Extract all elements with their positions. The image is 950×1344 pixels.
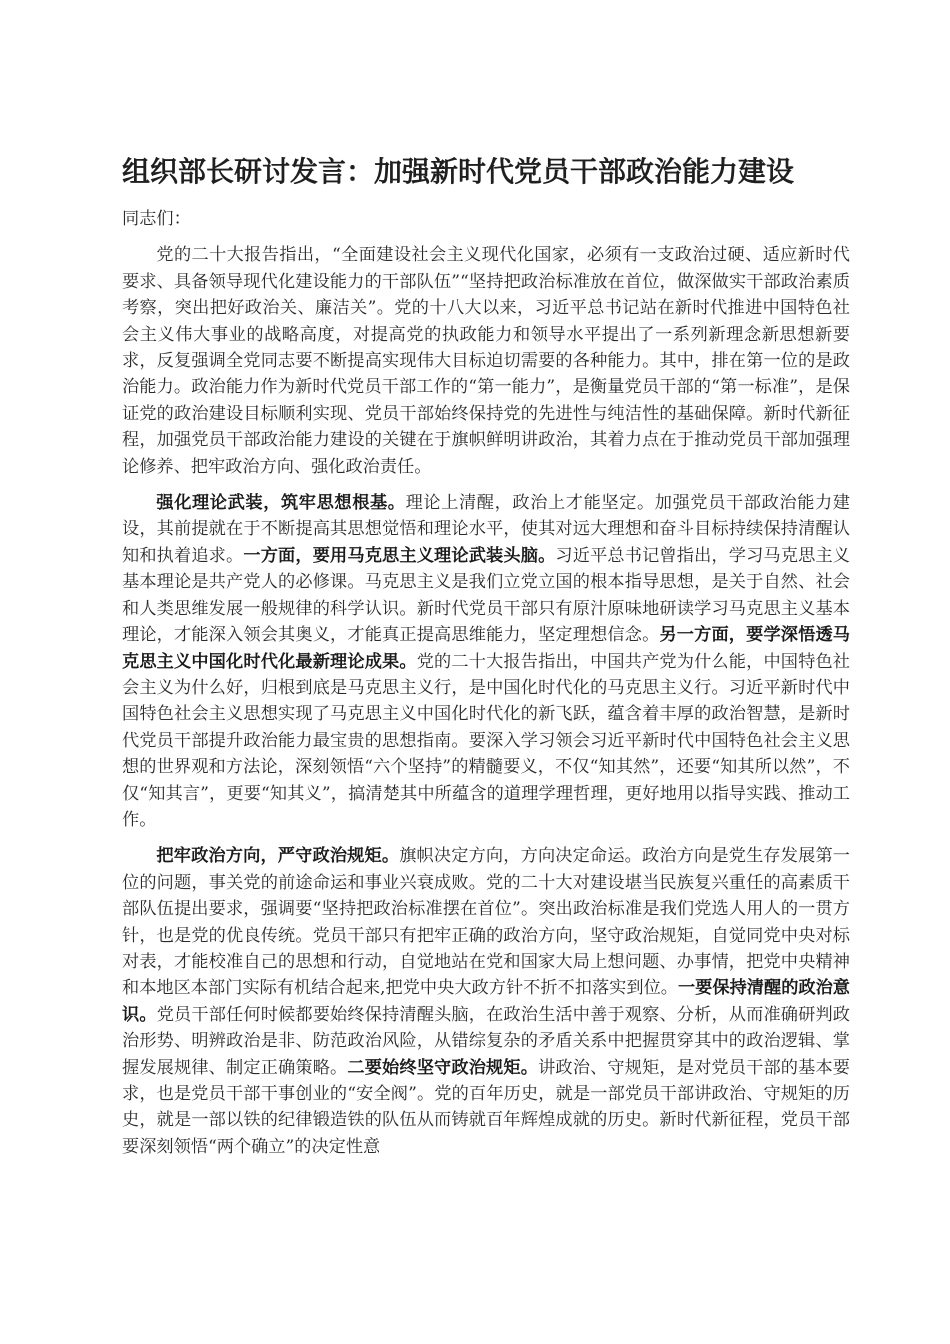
paragraph-direction — [122, 843, 850, 1160]
section-heading-direction: 把牢政治方向，严守政治规矩。 — [156, 846, 400, 867]
document-body — [122, 206, 850, 1170]
key-point-second: 二要始终坚守政治规矩。 — [347, 1057, 539, 1078]
document-title: 组织部长研讨发言：加强新时代党员干部政治能力建设 — [122, 155, 795, 188]
paragraph-text: 讲政治、守规矩，是对党员干部的基本要求，也是党员干部干事创业的“安全阀”。党的百年历史，就是一部党员干部讲政治、守规矩的历史，就是一部以铁的纪律锻造铁的队伍从而铸就百年辉煌成就的历史。新时代新征程，党员干部要深刻领悟“两个确立”的决定性意 — [122, 1057, 850, 1157]
paragraph-text: 党的二十大报告指出，“全面建设社会主义现代化国家，必须有一支政治过硬、适应新时代要求、具备领导现代化建设能力的干部队伍”“坚持把政治标准放在首位，做深做实干部政治素质考察，突出把好政治关、廉洁关”。党的十八大以来，习近平总书记站在新时代推进中国特色社会主义伟大事业的战略高度，对提高党的执政能力和领导水平提出了一系列新理念新思想新要求，反复强调全党同志要不断提高实现伟大目标迫切需要的各种能力。其中，排在第一位的是政治能力。政治能力作为新时代党员干部工作的“第一能力”，是衡量党员干部的“第一标准”，是保证党的政治建设目标顺利实现、党员干部始终保持党的先进性与纯洁性的基础保障。新时代新征程，加强党员干部政治能力建设的关键在于旗帜鲜明讲政治，其着力点在于推动党员干部加强理论修养、把牢政治方向、强化政治责任。 — [122, 245, 850, 477]
salutation: 同志们： — [122, 209, 191, 229]
key-point-other-hand: 另一方面，要学深悟透马克思主义中国化时代化最新理论成果。 — [122, 625, 850, 672]
paragraph-text: 习近平总书记曾指出，学习马克思主义基本理论是共产党人的必修课。马克思主义是我们立党立国的根本指导思想，是关于自然、社会和人类思维发展一般规律的科学认识。新时代党员干部只有原汁原味地研读学习马克思主义基本理论，才能深入领会其奥义，才能真正提高思维能力，坚定理想信念。 — [122, 545, 850, 646]
section-heading-theory: 强化理论武装，筑牢思想根基。 — [156, 493, 406, 514]
key-point-first: 一要保持清醒的政治意识。 — [122, 978, 850, 1025]
key-point-one-hand: 一方面，要用马克思主义理论武装头脑。 — [243, 545, 556, 566]
paragraph-text: 旗帜决定方向，方向决定命运。政治方向是党生存发展第一位的问题，事关党的前途命运和事业兴衰成败。党的二十大对建设堪当民族复兴重任的高素质干部队伍提出要求，强调要“坚持把政治标准摆在首位”。突出政治标准是我们党选人用人的一贯方针，也是党的优良传统。党员干部只有把牢正确的政治方向，坚守政治规矩，自觉同党中央对标对表，才能校准自己的思想和行动，自觉地站在党和国家大局上想问题、办事情，把党中央精神和本地区本部门实际有机结合起来,把党中央大政方针不折不扣落实到位。 — [122, 846, 850, 999]
paragraph-intro — [122, 242, 850, 480]
paragraph-text: 理论上清醒，政治上才能坚定。加强党员干部政治能力建设，其前提就在于不断提高其思想觉悟和理论水平，使其对远大理想和奋斗目标持续保持清醒认知和执着追求。 — [122, 493, 850, 566]
paragraph-text: 党员干部任何时候都要始终保持清醒头脑，在政治生活中善于观察、分析，从而准确研判政治形势、明辨政治是非、防范政治风险，从错综复杂的矛盾关系中把握贯穿其中的政治逻辑、掌握发展规律、制定正确策略。 — [122, 1004, 850, 1078]
paragraph-theory — [122, 490, 850, 833]
paragraph-text: 党的二十大报告指出，中国共产党为什么能，中国特色社会主义为什么好，归根到底是马克思主义行，是中国化时代化的马克思主义行。习近平新时代中国特色社会主义思想实现了马克思主义中国化时代化的新飞跃，蕴含着丰厚的政治智慧，是新时代党员干部提升政治能力最宝贵的思想指南。要深入学习领会习近平新时代中国特色社会主义思想的世界观和方法论，深刻领悟“六个坚持”的精髓要义，不仅“知其然”，还要“知其所以然”，不仅“知其言”，更要“知其义”，搞清楚其中所蕴含的道理学理哲理，更好地用以指导实践、推动工作。 — [122, 651, 850, 830]
